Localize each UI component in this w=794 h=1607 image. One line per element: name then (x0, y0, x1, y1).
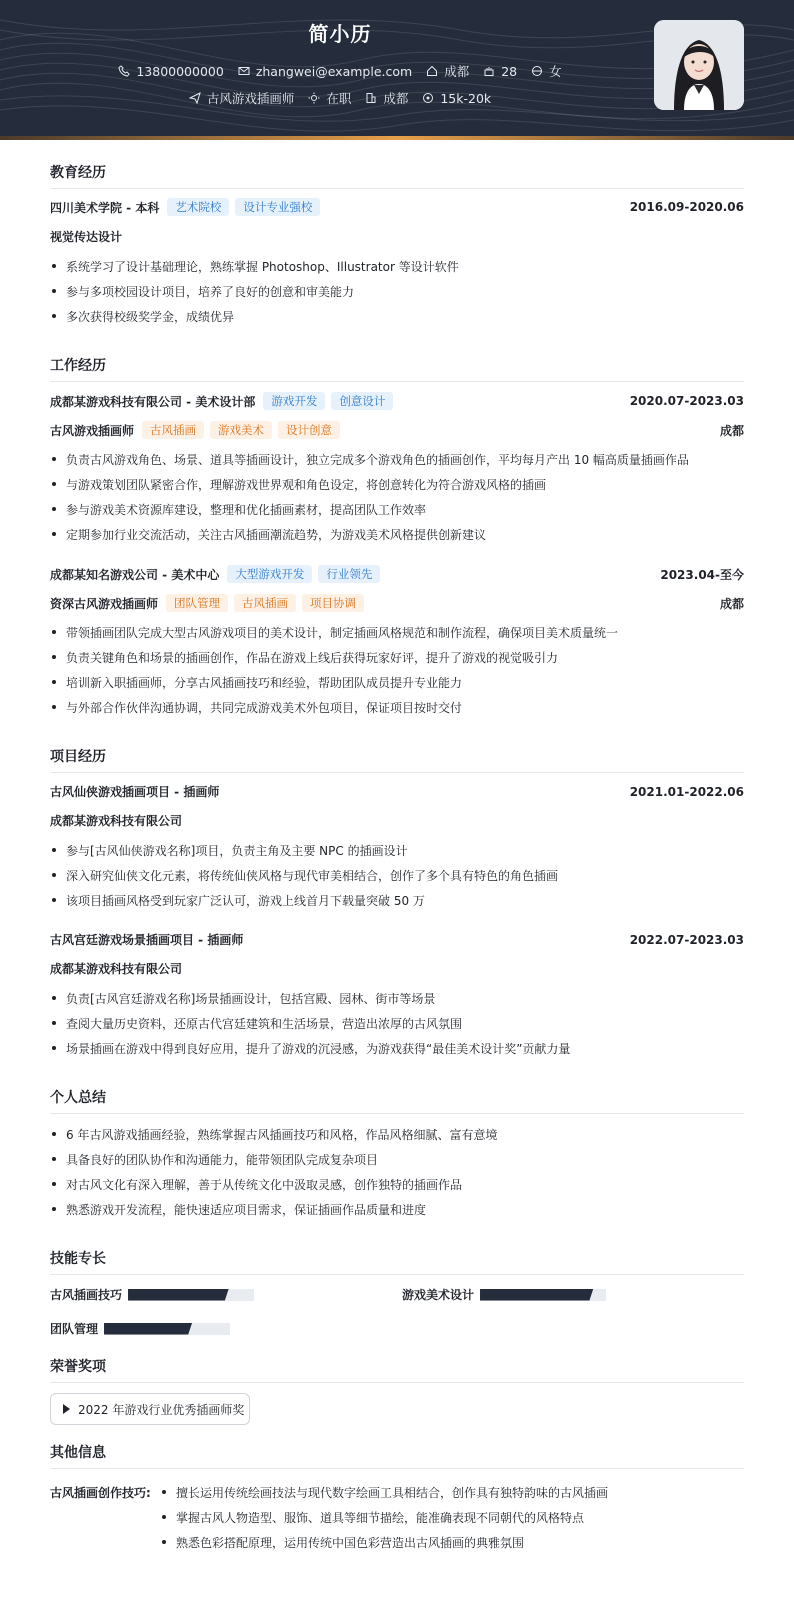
job-location: 成都 (719, 423, 744, 438)
email-info: zhangwei@example.com (238, 62, 412, 80)
job-date: 2020.07-2023.03 (629, 394, 744, 408)
job-company-row (50, 565, 744, 583)
list-item: 负责古风游戏角色、场景、道具等插画设计，独立完成多个游戏角色的插画创作，平均每月产出 10 幅高质量插画作品 (50, 451, 744, 468)
skill-bar (480, 1289, 606, 1301)
section-title-skills: 技能专长 (50, 1248, 744, 1275)
list-item: 6 年古风游戏插画经验，熟练掌握古风插画技巧和风格，作品风格细腻、富有意境 (50, 1126, 744, 1143)
phone-icon (118, 65, 130, 77)
list-item: 带领插画团队完成大型古风游戏项目的美术设计，制定插画风格规范和制作流程，确保项目美术质量统一 (50, 624, 744, 641)
skill-bar-fill (480, 1289, 593, 1301)
position-info: 古风游戏插画师 (189, 89, 295, 107)
skill-bar-fill (104, 1323, 192, 1335)
age-info: 28 (483, 62, 517, 80)
skill-name: 古风插画技巧 (50, 1288, 123, 1302)
award-name: 2022 年游戏行业优秀插画师奖 (78, 1402, 245, 1417)
skill-bar (128, 1289, 254, 1301)
project-date: 2022.07-2023.03 (629, 932, 744, 947)
skill-item (50, 1320, 230, 1337)
sun-icon (308, 92, 320, 104)
job-date: 2023.04-至今 (660, 567, 744, 582)
project-header-row (50, 931, 744, 948)
list-item: 擅长运用传统绘画技法与现代数字绘画工具相结合，创作具有独特韵味的古风插画 (160, 1484, 608, 1501)
status-info: 在职 (308, 89, 351, 107)
city-info: 成都 (365, 89, 408, 107)
list-item: 定期参加行业交流活动，关注古风插画潮流趋势，为游戏美术风格提供创新建议 (50, 526, 744, 543)
project-header-row (50, 783, 744, 800)
skill-item (402, 1286, 606, 1303)
resume-header (0, 0, 794, 140)
project-company: 成都某游戏科技有限公司 (50, 814, 183, 828)
other-info-label: 古风插画创作技巧: (50, 1486, 151, 1500)
list-item: 场景插画在游戏中得到良好应用，提升了游戏的沉浸感，为游戏获得“最佳美术设计奖”贡献力量 (50, 1040, 744, 1057)
caret-right-icon (63, 1404, 70, 1414)
role-name: 古风游戏插画师 (50, 423, 135, 438)
list-item: 掌握古风人物造型、服饰、道具等细节描绘，能准确表现不同朝代的风格特点 (160, 1509, 584, 1526)
mail-icon (238, 65, 250, 77)
list-item: 与游戏策划团队紧密合作，理解游戏世界观和角色设定，将创意转化为符合游戏风格的插画 (50, 476, 744, 493)
role-tag: 游戏美术 (210, 421, 272, 439)
job-role-row (50, 421, 744, 439)
salary-info: 15k-20k (422, 89, 491, 107)
coin-icon (422, 92, 434, 104)
project-date: 2021.01-2022.06 (629, 784, 744, 799)
education-header-row (50, 198, 744, 216)
building-icon (365, 92, 377, 104)
project-company: 成都某游戏科技有限公司 (50, 962, 183, 976)
phone-info: 13800000000 (118, 62, 223, 80)
send-icon (189, 92, 201, 104)
list-item: 参与游戏美术资源库建设，整理和优化插画素材，提高团队工作效率 (50, 501, 744, 518)
project-company-row (50, 960, 744, 977)
project-company-row (50, 812, 744, 829)
candidate-name: 简小历 (308, 22, 372, 46)
school-tag: 艺术院校 (167, 198, 229, 216)
company-tag: 行业领先 (318, 565, 380, 583)
job-company-row (50, 392, 744, 410)
company-tag: 游戏开发 (263, 392, 325, 410)
section-title-projects: 项目经历 (50, 746, 744, 773)
list-item: 参与[古风仙侠游戏名称]项目，负责主角及主要 NPC 的插画设计 (50, 842, 744, 859)
cake-icon (483, 65, 495, 77)
portrait-image (654, 20, 744, 110)
list-item: 负责关键角色和场景的插画创作，作品在游戏上线后获得玩家好评，提升了游戏的视觉吸引力 (50, 649, 744, 666)
list-item: 负责[古风宫廷游戏名称]场景插画设计，包括宫殿、园林、街市等场景 (50, 990, 744, 1007)
list-item: 对古风文化有深入理解，善于从传统文化中汲取灵感，创作独特的插画作品 (50, 1176, 744, 1193)
header-accent-line (0, 136, 794, 140)
list-item: 熟悉游戏开发流程，能快速适应项目需求，保证插画作品质量和进度 (50, 1201, 744, 1218)
section-title-other: 其他信息 (50, 1442, 744, 1469)
company-tag: 大型游戏开发 (227, 565, 312, 583)
role-tag: 项目协调 (302, 594, 364, 612)
gender-info: 女 (531, 62, 562, 80)
school-tag: 设计专业强校 (235, 198, 320, 216)
job-intention-row (0, 89, 680, 107)
skill-bar (104, 1323, 230, 1335)
job-role-row (50, 594, 744, 612)
project-name: 古风宫廷游戏场景插画项目 - 插画师 (50, 933, 244, 947)
company-name: 成都某游戏科技有限公司 - 美术设计部 (50, 394, 256, 409)
list-item: 系统学习了设计基础理论，熟练掌握 Photoshop、Illustrator 等设计软件 (50, 258, 744, 275)
role-tag: 古风插画 (234, 594, 296, 612)
major-name: 视觉传达设计 (50, 230, 123, 244)
skill-name: 游戏美术设计 (402, 1288, 475, 1302)
skill-item (50, 1286, 254, 1303)
list-item: 参与多项校园设计项目，培养了良好的创意和审美能力 (50, 283, 744, 300)
major-row (50, 228, 744, 245)
home-icon (426, 65, 438, 77)
role-tag: 古风插画 (142, 421, 204, 439)
list-item: 深入研究仙侠文化元素，将传统仙侠风格与现代审美相结合，创作了多个具有特色的角色插画 (50, 867, 744, 884)
company-tag: 创意设计 (331, 392, 393, 410)
skill-bar-fill (128, 1289, 229, 1301)
list-item: 该项目插画风格受到玩家广泛认可，游戏上线首月下载量突破 50 万 (50, 892, 744, 909)
role-tag: 团队管理 (166, 594, 228, 612)
project-name: 古风仙侠游戏插画项目 - 插画师 (50, 785, 220, 799)
education-date: 2016.09-2020.06 (629, 200, 744, 214)
section-title-work: 工作经历 (50, 355, 744, 382)
gender-icon (531, 65, 543, 77)
list-item: 熟悉色彩搭配原理，运用传统中国色彩营造出古风插画的典雅氛围 (160, 1534, 524, 1551)
avatar-photo (654, 20, 744, 110)
job-location: 成都 (719, 596, 744, 611)
contact-info-row (0, 62, 680, 80)
hometown-info: 成都 (426, 62, 469, 80)
section-title-honors: 荣誉奖项 (50, 1356, 744, 1383)
list-item: 具备良好的团队协作和沟通能力，能带领团队完成复杂项目 (50, 1151, 744, 1168)
skill-name: 团队管理 (50, 1322, 99, 1336)
role-name: 资深古风游戏插画师 (50, 596, 159, 611)
list-item: 多次获得校级奖学金，成绩优异 (50, 308, 744, 325)
school-name: 四川美术学院 - 本科 (50, 200, 160, 215)
company-name: 成都某知名游戏公司 - 美术中心 (50, 567, 220, 582)
section-title-summary: 个人总结 (50, 1087, 744, 1114)
role-tag: 设计创意 (278, 421, 340, 439)
list-item: 培训新入职插画师，分享古风插画技巧和经验，帮助团队成员提升专业能力 (50, 674, 744, 691)
list-item: 与外部合作伙伴沟通协调，共同完成游戏美术外包项目，保证项目按时交付 (50, 699, 744, 716)
list-item: 查阅大量历史资料，还原古代宫廷建筑和生活场景，营造出浓厚的古风氛围 (50, 1015, 744, 1032)
section-title-education: 教育经历 (50, 162, 744, 189)
award-item-toggle[interactable] (50, 1393, 250, 1425)
